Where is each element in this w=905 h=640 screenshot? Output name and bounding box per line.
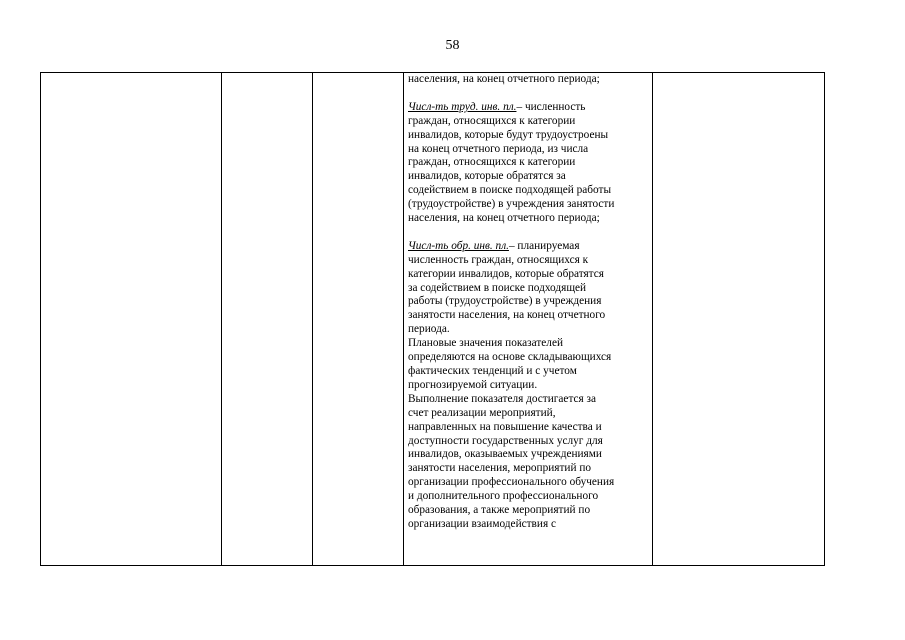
paragraph-gap bbox=[408, 87, 648, 101]
text-line bbox=[408, 240, 648, 254]
text-line: содействием в поиске подходящей работы bbox=[408, 184, 612, 197]
term-definition-start: – планируемая bbox=[508, 239, 580, 252]
formula-term: Числ-ть труд. инв. пл. bbox=[408, 100, 517, 113]
table-cell-col2 bbox=[222, 73, 313, 566]
text-line: счет реализации мероприятий, bbox=[408, 406, 556, 419]
page-number: 58 bbox=[445, 38, 460, 53]
paragraph-gap bbox=[408, 226, 648, 240]
table-cell-col5 bbox=[653, 73, 825, 566]
text-line: Выполнение показателя достигается за bbox=[408, 392, 597, 405]
paragraph-planned-values bbox=[408, 337, 648, 393]
text-line: занятости населения, на конец отчетного bbox=[408, 309, 606, 322]
text-line: за содействием в поиске подходящей bbox=[408, 281, 587, 294]
text-line: направленных на повышение качества и bbox=[408, 420, 602, 433]
text-line: численность граждан, относящихся к bbox=[408, 253, 589, 266]
cell-text-block bbox=[404, 73, 652, 565]
text-line: периода. bbox=[408, 323, 450, 336]
text-line: инвалидов, которые будут трудоустроены bbox=[408, 128, 609, 141]
text-line: прогнозируемой ситуации. bbox=[408, 378, 538, 391]
text-line: населения, на конец отчетного периода; bbox=[408, 73, 600, 85]
text-line: на конец отчетного периода, из числа bbox=[408, 142, 589, 155]
term-definition-start: – численность bbox=[516, 100, 586, 113]
text-line: доступности государственных услуг для bbox=[408, 434, 603, 447]
document-table bbox=[40, 72, 825, 566]
text-line: (трудоустройстве) в учреждения занятости bbox=[408, 198, 615, 211]
table-cell-col3 bbox=[313, 73, 404, 566]
formula-term: Числ-ть обр. инв. пл. bbox=[408, 239, 509, 252]
text-line: занятости населения, мероприятий по bbox=[408, 462, 592, 475]
text-line: Плановые значения показателей bbox=[408, 337, 564, 350]
table-cell-col4 bbox=[404, 73, 653, 566]
text-line: инвалидов, которые обратятся за bbox=[408, 170, 566, 183]
paragraph-applied-disabled bbox=[408, 240, 648, 337]
text-line: работы (трудоустройстве) в учреждения bbox=[408, 295, 602, 308]
text-line: фактических тенденций и с учетом bbox=[408, 365, 577, 377]
table-row bbox=[41, 73, 825, 566]
text-line: категории инвалидов, которые обратятся bbox=[408, 267, 604, 280]
text-line bbox=[408, 101, 648, 115]
text-line: организации профессионального обучения bbox=[408, 476, 615, 489]
text-line: граждан, относящихся к категории bbox=[408, 114, 576, 127]
text-line: и дополнительного профессионального bbox=[408, 490, 599, 503]
text-line: организации взаимодействия с bbox=[408, 517, 556, 530]
text-line: образования, а также мероприятий по bbox=[408, 504, 591, 517]
paragraph-indicator-achievement bbox=[408, 393, 648, 532]
text-line: инвалидов, оказываемых учреждениями bbox=[408, 448, 602, 461]
paragraph-population-end bbox=[408, 73, 648, 87]
paragraph-employed-disabled bbox=[408, 101, 648, 226]
text-line: граждан, относящихся к категории bbox=[408, 156, 576, 169]
text-line: населения, на конец отчетного периода; bbox=[408, 212, 600, 225]
table-cell-col1 bbox=[41, 73, 222, 566]
text-line: определяются на основе складывающихся bbox=[408, 351, 612, 364]
